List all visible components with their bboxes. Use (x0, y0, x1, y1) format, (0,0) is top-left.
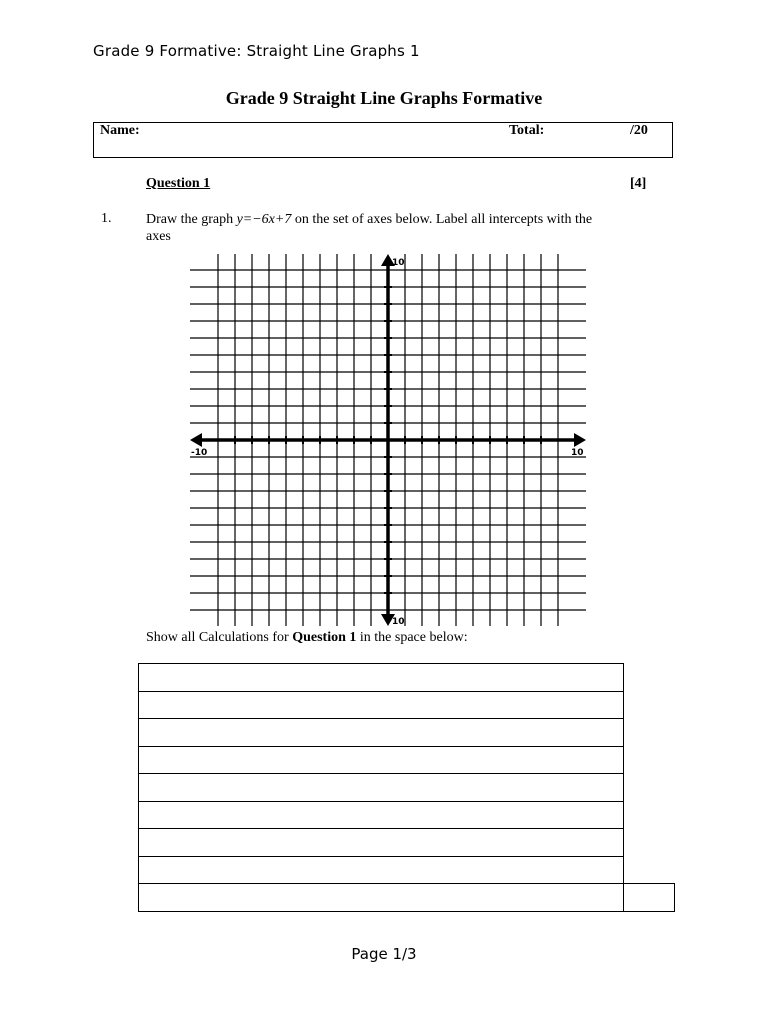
answer-row (139, 746, 675, 774)
answer-row (139, 774, 675, 802)
axes (190, 254, 586, 626)
answer-row (139, 664, 675, 692)
page-footer: Page 1/3 (351, 945, 417, 963)
answer-line (139, 829, 624, 857)
answer-side-cell (624, 856, 675, 884)
answer-line (139, 884, 624, 912)
question-heading: Question 1 (146, 176, 211, 191)
answer-side-cell (624, 774, 675, 802)
total-value: /20 (630, 123, 648, 138)
answer-side-cell (624, 829, 675, 857)
x-max-label: 10 (571, 448, 584, 458)
answer-line (139, 664, 624, 692)
answer-row (139, 856, 675, 884)
answer-line (139, 856, 624, 884)
answer-row (139, 719, 675, 747)
question-text-after: on the set of axes below. Label all intercepts with the axes (146, 212, 593, 244)
answer-lines-table (138, 663, 675, 912)
y-min-label: 10 (392, 617, 405, 626)
answer-line (139, 801, 624, 829)
document-title: Grade 9 Straight Line Graphs Formative (225, 88, 543, 108)
answer-row (139, 829, 675, 857)
answer-side-cell (624, 719, 675, 747)
x-min-label: -10 (191, 448, 208, 458)
answer-line (139, 746, 624, 774)
calc-prefix: Show all Calculations for (146, 630, 289, 645)
answer-side-cell (624, 691, 675, 719)
question-text (146, 211, 616, 245)
name-total-box (93, 122, 673, 158)
answer-row (139, 691, 675, 719)
answer-row (139, 884, 675, 912)
answer-side-cell (624, 746, 675, 774)
page-header: Grade 9 Formative: Straight Line Graphs 1 (93, 42, 420, 60)
y-max-label: 10 (392, 258, 405, 268)
answer-line (139, 691, 624, 719)
answer-side-cell (624, 664, 675, 692)
question-text-before: Draw the graph (146, 212, 234, 227)
question-marks: [4] (630, 176, 647, 191)
answer-row (139, 801, 675, 829)
calc-suffix: in the space below: (359, 630, 468, 645)
question-equation: y=−6x+7 (236, 212, 292, 227)
answer-side-cell (624, 801, 675, 829)
calculations-instruction (146, 630, 468, 646)
x-axis-arrow-left (190, 433, 202, 447)
x-axis-arrow-right (574, 433, 586, 447)
coordinate-grid (190, 254, 586, 626)
calc-question-ref: Question 1 (292, 630, 357, 645)
answer-side-cell (624, 884, 675, 912)
answer-line (139, 719, 624, 747)
answer-line (139, 774, 624, 802)
name-label: Name: (100, 123, 140, 138)
question-number: 1. (101, 211, 112, 226)
total-label: Total: (509, 123, 545, 138)
